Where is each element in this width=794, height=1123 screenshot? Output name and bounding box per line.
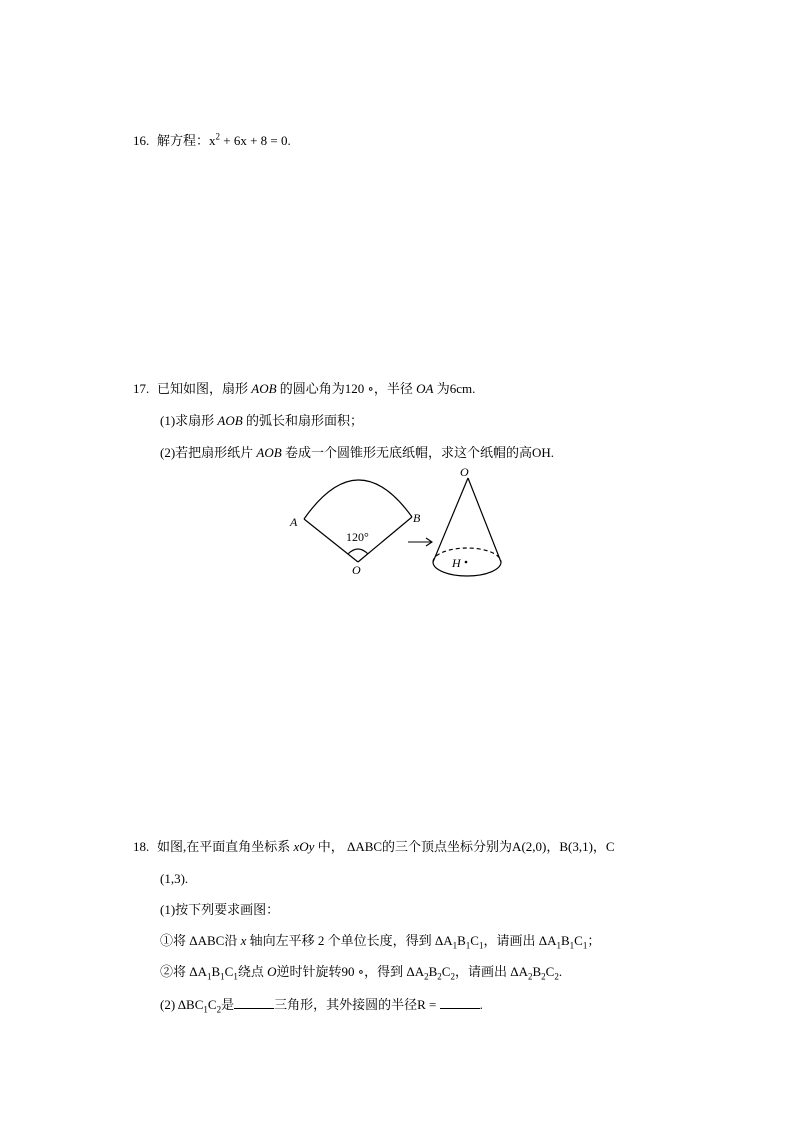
question-18-line-3: (1)按下列要求画图： <box>160 902 280 917</box>
answer-blank-radius[interactable] <box>440 996 480 1009</box>
equation: $x^2 + 6x + 8 = 0$. <box>209 131 291 148</box>
angle-mark <box>348 549 368 554</box>
label-h: H <box>452 556 461 570</box>
question-18-line-1: 18. 如图,在平面直角坐标系 xOy 中， ΔABC的三个顶点坐标分别为A(2,0)，B(3,1)，C <box>133 839 615 854</box>
question-17-line-2: (1)求扇形 AOB 的弧长和扇形面积； <box>160 413 363 428</box>
question-18-line-2: (1,3). <box>160 871 189 886</box>
label-b: B <box>413 511 421 525</box>
question-number: 16. <box>133 133 150 148</box>
question-18-line-4: ①将 ΔABC沿 x 轴向左平移 2 个单位长度，得到 $\Delta A_1B_1C_1$，请画出 $\Delta A_1B_1C_1$； <box>160 933 601 951</box>
cone-base-back <box>433 548 501 562</box>
question-18-line-5: ②将 $\Delta A_1B_1C_1$绕点 O逆时针旋转90 ∘，得到 $\Delta A_2B_2C_2$，请画出 $\Delta A_2B_2C_2$. <box>160 964 563 982</box>
question-18-line-6: (2) $\Delta BC_1C_2$是 三角形，其外接圆的半径R = . <box>160 997 483 1015</box>
label-o-sector: O <box>352 563 361 577</box>
question-number: 18. <box>133 839 150 854</box>
question-17-line-3: (2)若把扇形纸片 AOB 卷成一个圆锥形无底纸帽，求这个纸帽的高OH. <box>160 445 554 460</box>
question-text: 解方程： <box>157 133 210 148</box>
point-h <box>465 561 468 564</box>
question-number: 17. <box>133 381 150 396</box>
question-16 <box>133 133 291 149</box>
sector-arc <box>304 480 412 519</box>
angle-label: 120° <box>346 530 369 544</box>
label-a: A <box>290 515 298 529</box>
arrow-icon <box>408 538 432 546</box>
label-o-apex: O <box>460 465 469 479</box>
sector-figure <box>304 480 412 562</box>
sector-cone-figure <box>280 460 520 580</box>
cone-base-front <box>433 562 501 576</box>
question-17-line-1: 17. 已知如图，扇形 AOB 的圆心角为120 ∘，半径 OA 为6cm. <box>133 381 476 396</box>
answer-blank-triangle-type[interactable] <box>234 996 274 1009</box>
